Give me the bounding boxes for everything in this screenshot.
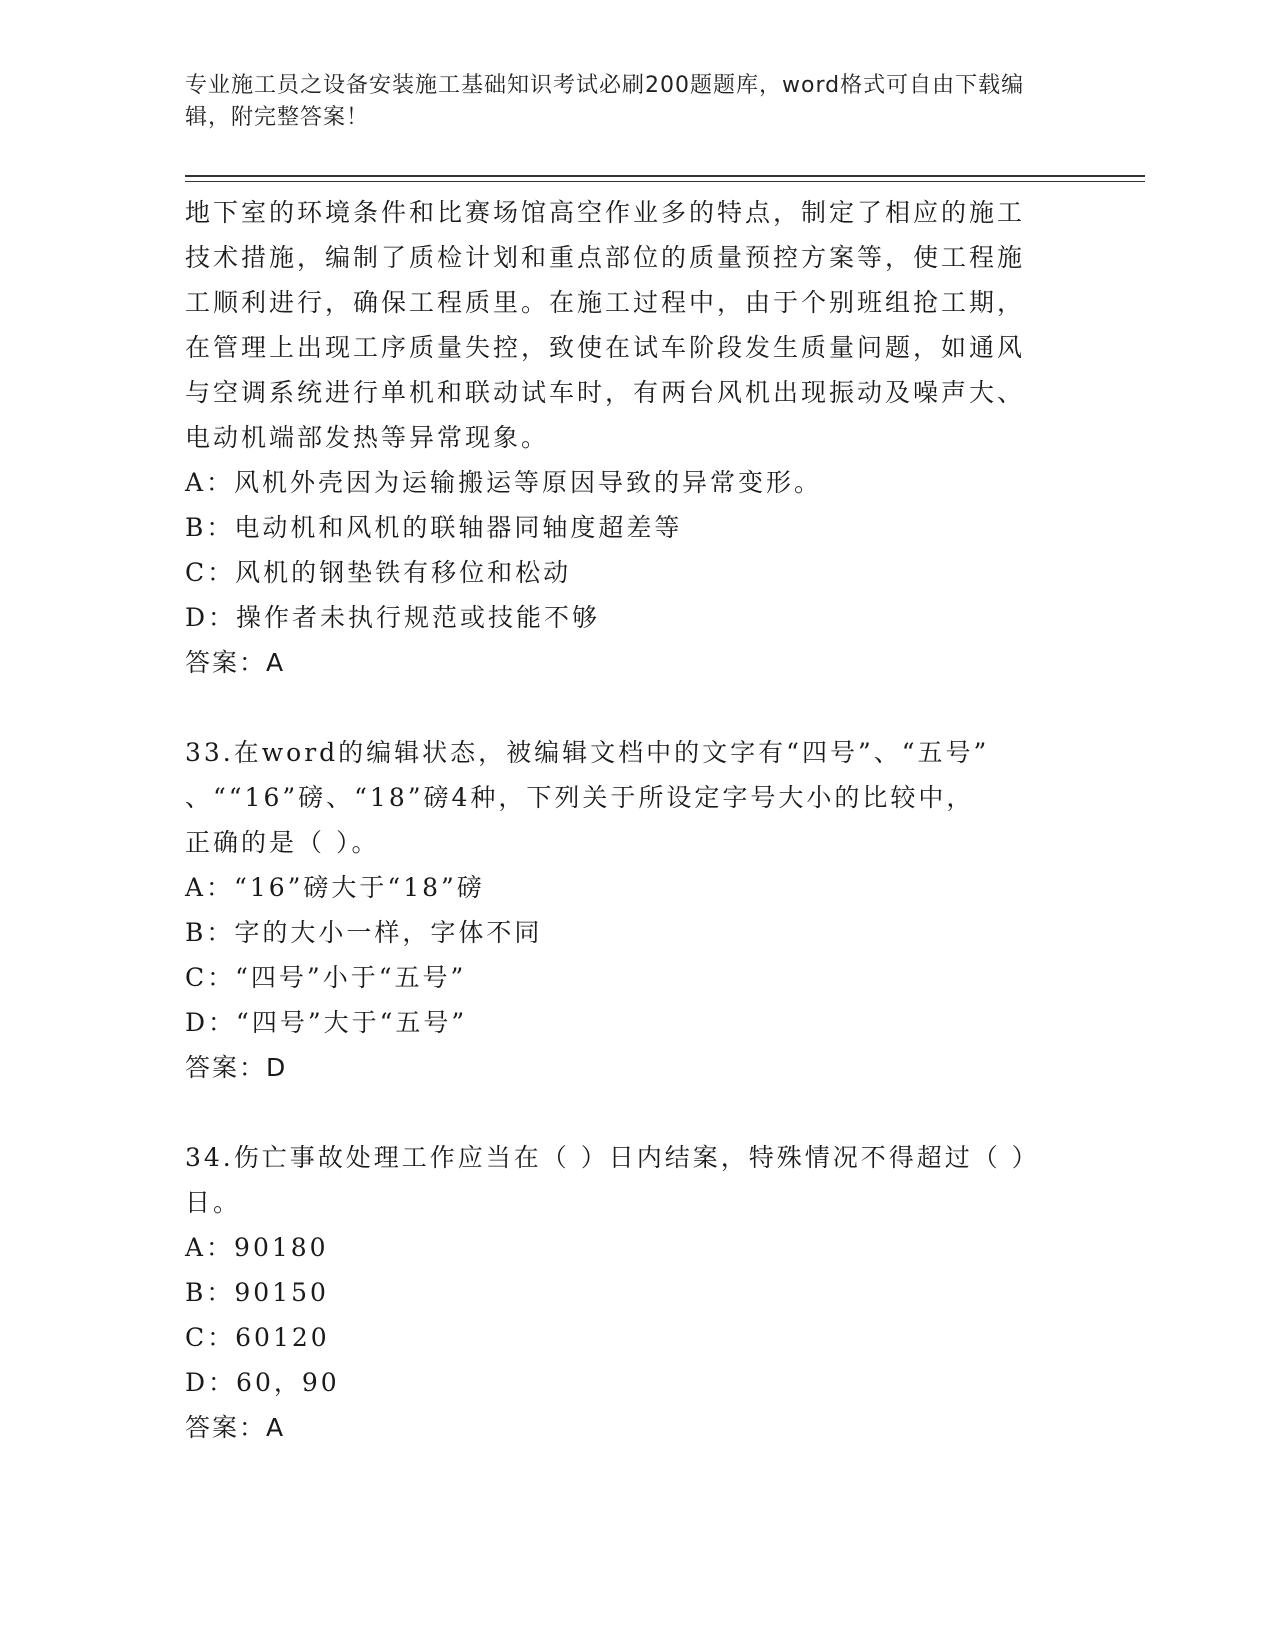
option-b: B：电动机和风机的联轴器同轴度超差等 — [185, 513, 683, 542]
option-c: C：“四号”小于“五号” — [185, 963, 467, 992]
spacer — [185, 1090, 1065, 1135]
question-text-line: 正确的是（ ）。 — [185, 828, 380, 857]
question-text-line: 34.伤亡事故处理工作应当在（ ）日内结案，特殊情况不得超过（ ） — [185, 1143, 1040, 1172]
option-a: A：风机外壳因为运输搬运等原因导致的异常变形。 — [185, 468, 823, 497]
question-text-line: 日。 — [185, 1188, 242, 1217]
question-text-line: 地下室的环境条件和比赛场馆高空作业多的特点，制定了相应的施工 — [185, 198, 1026, 227]
page-header-title: 专业施工员之设备安装施工基础知识考试必刷200题题库，word格式可自由下载编辑，附完整答案！ — [185, 73, 1025, 130]
question-text-line: 33.在word的编辑状态，被编辑文档中的文字有“四号”、“五号” — [185, 738, 990, 767]
answer-line: 答案：D — [185, 1053, 288, 1082]
question-text-line: 技术措施，编制了质检计划和重点部位的质量预控方案等，使工程施 — [185, 243, 1026, 272]
option-b: B：90150 — [185, 1278, 329, 1307]
spacer — [185, 685, 1065, 730]
answer-line: 答案：A — [185, 1413, 286, 1442]
header-divider-thick — [185, 175, 1145, 177]
question-text-line: 电动机端部发热等异常现象。 — [185, 423, 550, 452]
option-a: A：90180 — [185, 1233, 329, 1262]
option-d: D：“四号”大于“五号” — [185, 1008, 468, 1037]
question-text-line: 在管理上出现工序质量失控，致使在试车阶段发生质量问题，如通风 — [185, 333, 1026, 362]
option-d: D：60，90 — [185, 1368, 340, 1397]
option-c: C：风机的钢垫铁有移位和松动 — [185, 558, 572, 587]
question-continued — [185, 190, 1065, 685]
document-body — [185, 190, 1065, 1450]
question-33 — [185, 730, 1065, 1090]
option-c: C：60120 — [185, 1323, 330, 1352]
option-d: D：操作者未执行规范或技能不够 — [185, 603, 601, 632]
option-b: B：字的大小一样，字体不同 — [185, 918, 543, 947]
question-text-line: 工顺利进行，确保工程质里。在施工过程中，由于个别班组抢工期， — [185, 288, 1026, 317]
question-text-line: 与空调系统进行单机和联动试车时，有两台风机出现振动及噪声大、 — [185, 378, 1026, 407]
question-text-line: 、““16”磅、“18”磅4种，下列关于所设定字号大小的比较中， — [185, 783, 975, 812]
option-a: A：“16”磅大于“18”磅 — [185, 873, 485, 902]
question-34 — [185, 1135, 1065, 1450]
header-divider-thin — [185, 181, 1145, 182]
answer-line: 答案：A — [185, 648, 286, 677]
